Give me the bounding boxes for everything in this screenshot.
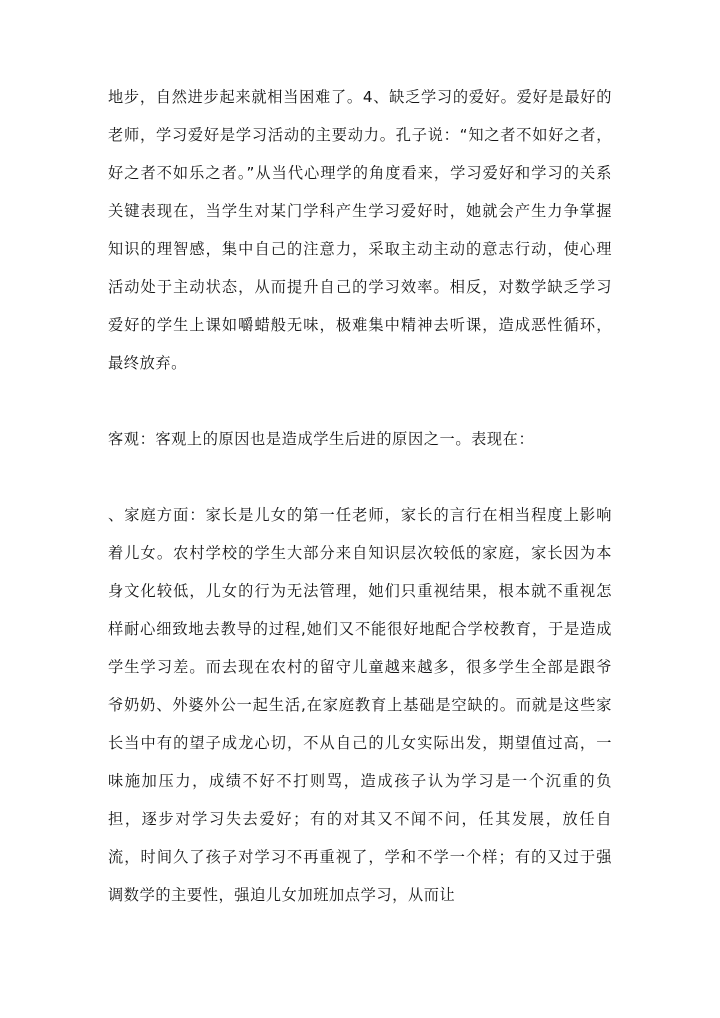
paragraph-2: 客观：客观上的原因也是造成学生后进的原因之一。表现在： (108, 430, 535, 448)
document-text-body (108, 78, 612, 914)
paragraph-1: 地步，自然进步起来就相当困难了。4、缺乏学习的爱好。爱好是最好的老师，学习爱好是学习活动的主要动力。孔子说：“知之者不如好之者，好之者不如乐之者。”从当代心理学的角度看来，学习爱好和学习的关系关键表现在，当学生对某门学科产生学习爱好时，她就会产生力争掌握知识的理智感，集中自己的注意力，采取主动主动的意志行动，使心理活动处于主动状态，从而提升自己的学习效率。相反，对数学缺乏学习爱好的学生上课如嚼蜡般无味，极难集中精神去听课，造成恶性循环，最终放弃。 (108, 88, 612, 372)
paragraph-3: 、家庭方面：家长是儿女的第一任老师，家长的言行在相当程度上影响着儿女。农村学校的学生大部分来自知识层次较低的家庭，家长因为本身文化较低，儿女的行为无法管理，她们只重视结果，根本就不重视怎样耐心细致地去教导的过程,她们又不能很好地配合学校教育，于是造成学生学习差。而去现在农村的留守儿童越来越多，很多学生全部是跟爷爷奶奶、外婆外公一起生活,在家庭教育上基础是空缺的。而就是这些家长当中有的望子成龙心切，不从自己的儿女实际出发，期望值过高，一味施加压力，成绩不好不打则骂，造成孩子认为学习是一个沉重的负担，逐步对学习失去爱好；有的对其又不闻不问，任其发展，放任自流，时间久了孩子对学习不再重视了，学和不学一个样；有的又过于强调数学的主要性，强迫儿女加班加点学习，从而让 (108, 506, 612, 904)
